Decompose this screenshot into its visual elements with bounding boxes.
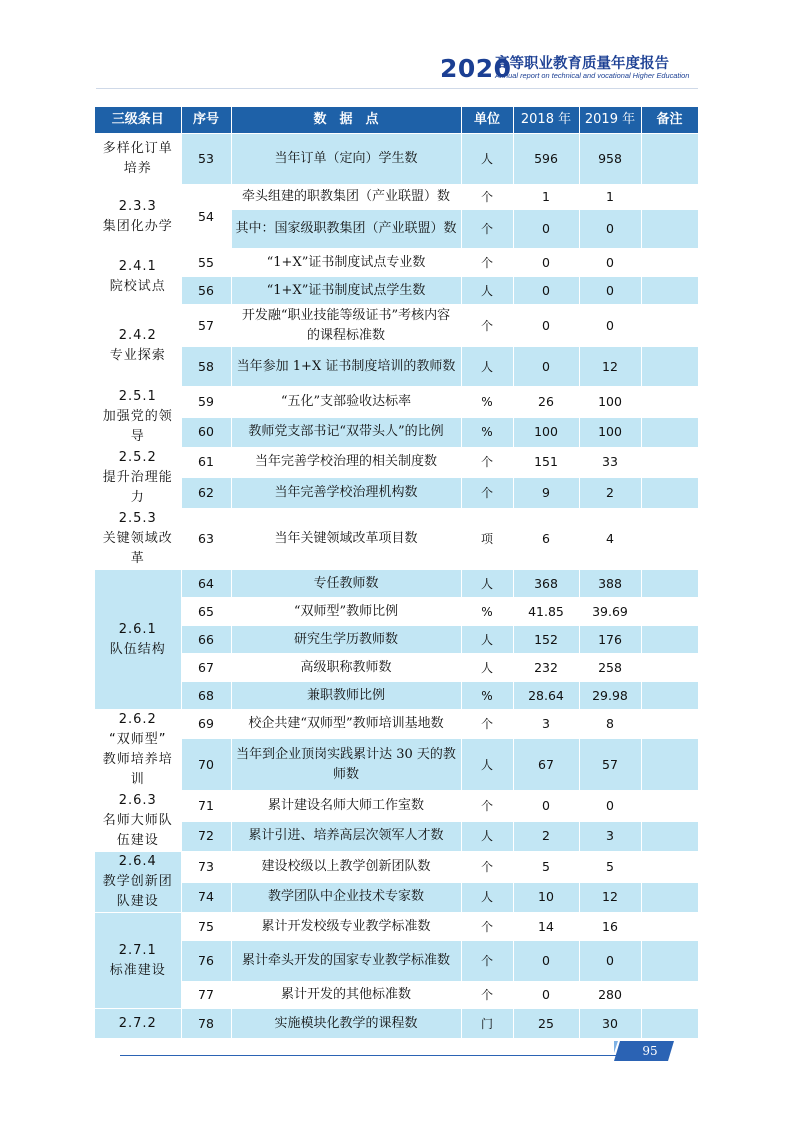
row-2019: 258: [579, 654, 641, 682]
row-2019: 280: [579, 982, 641, 1009]
row-item: “1+X”证书制度试点学生数: [231, 277, 461, 305]
row-unit: 个: [461, 852, 513, 883]
section-cell: [95, 448, 181, 509]
row-note: [641, 626, 698, 654]
row-2019: 100: [579, 387, 641, 418]
row-item: “双师型”教师比例: [231, 598, 461, 626]
row-unit: 个: [461, 791, 513, 822]
table-row: [95, 598, 698, 626]
section-name: 训: [130, 772, 145, 787]
report-title: 高等职业教育质量年度报告: [495, 56, 669, 72]
section-name: 加强党的领: [102, 409, 173, 424]
section-cell: [95, 185, 181, 249]
row-number: 59: [181, 387, 231, 418]
row-2019: 0: [579, 249, 641, 277]
row-note: [641, 821, 698, 852]
section-name: 标准建设: [109, 962, 166, 978]
row-note: [641, 852, 698, 883]
row-2019: 57: [579, 739, 641, 791]
row-2018: 0: [513, 982, 579, 1009]
row-note: [641, 913, 698, 941]
row-note: [641, 277, 698, 305]
row-2018: 232: [513, 654, 579, 682]
row-number: 78: [181, 1009, 231, 1039]
row-unit: %: [461, 387, 513, 418]
table-row: [95, 882, 698, 913]
row-2018: 3: [513, 710, 579, 739]
table-row: [95, 387, 698, 418]
section-cell: [95, 570, 181, 710]
row-number: 71: [181, 791, 231, 822]
row-note: [641, 185, 698, 210]
section-code: 2.6.3: [118, 793, 157, 808]
table-row: [95, 626, 698, 654]
header-data-point: 数 据 点: [231, 107, 461, 134]
section-name: 教学创新团: [102, 874, 173, 889]
table-row: [95, 249, 698, 277]
row-number: 60: [181, 417, 231, 448]
row-item: “五化”支部验收达标率: [231, 387, 461, 418]
section-name: 院校试点: [109, 278, 166, 294]
row-note: [641, 448, 698, 478]
table-row: [95, 305, 698, 347]
footer-rule: [120, 1055, 652, 1056]
table-header-row: [95, 107, 698, 134]
row-number: 66: [181, 626, 231, 654]
row-item: 兼职教师比例: [231, 682, 461, 710]
section-code: 2.7.1: [118, 942, 157, 958]
section-code: 2.5.3: [118, 511, 157, 526]
table-row: [95, 448, 698, 478]
row-2018: 100: [513, 417, 579, 448]
row-item: 当年参加 1+X 证书制度培训的教师数: [231, 347, 461, 387]
row-2019: 0: [579, 941, 641, 982]
row-2018: 0: [513, 277, 579, 305]
row-note: [641, 739, 698, 791]
report-header: [440, 52, 700, 84]
table-row: [95, 477, 698, 508]
section-name: 伍建设: [116, 833, 159, 848]
row-item: 研究生学历教师数: [231, 626, 461, 654]
table-row: [95, 1009, 698, 1039]
row-unit: %: [461, 682, 513, 710]
row-unit: 个: [461, 185, 513, 210]
row-2018: 152: [513, 626, 579, 654]
row-note: [641, 477, 698, 508]
row-unit: 人: [461, 277, 513, 305]
row-2019: 958: [579, 134, 641, 185]
row-number: 53: [181, 134, 231, 185]
row-item: “1+X”证书制度试点专业数: [231, 249, 461, 277]
row-note: [641, 982, 698, 1009]
row-unit: 个: [461, 710, 513, 739]
row-note: [641, 791, 698, 822]
row-number: 55: [181, 249, 231, 277]
row-2018: 25: [513, 1009, 579, 1039]
row-number: 74: [181, 882, 231, 913]
row-number: 64: [181, 570, 231, 598]
table-row: [95, 982, 698, 1009]
row-number: 75: [181, 913, 231, 941]
header-category: 三级条目: [95, 107, 181, 134]
row-item: 当年关键领域改革项目数: [231, 509, 461, 570]
section-code: 2.6.2: [118, 712, 157, 727]
section-cell: [95, 249, 181, 305]
row-item: 累计牵头开发的国家专业教学标准数: [231, 941, 461, 982]
data-table: [95, 107, 699, 1039]
row-2018: 26: [513, 387, 579, 418]
row-2019: 3: [579, 821, 641, 852]
header-number: 序号: [181, 107, 231, 134]
section-cell: [95, 305, 181, 387]
row-item: 校企共建“双师型”教师培训基地数: [231, 710, 461, 739]
row-2018: 14: [513, 913, 579, 941]
row-unit: 个: [461, 305, 513, 347]
row-2019: 12: [579, 347, 641, 387]
table-row: [95, 417, 698, 448]
table-row: [95, 509, 698, 570]
section-cell: [95, 710, 181, 791]
row-unit: 个: [461, 448, 513, 478]
row-note: [641, 570, 698, 598]
row-2018: 596: [513, 134, 579, 185]
section-code: 2.3.3: [118, 198, 157, 214]
row-2018: 0: [513, 210, 579, 249]
section-code: 2.6.1: [118, 621, 157, 637]
report-year: 2020: [440, 54, 512, 83]
row-unit: 人: [461, 654, 513, 682]
row-unit: 人: [461, 347, 513, 387]
section-name: 多样化订单: [102, 141, 173, 156]
page-number: 95: [642, 1044, 658, 1058]
row-note: [641, 417, 698, 448]
row-number: 61: [181, 448, 231, 478]
row-unit: 人: [461, 882, 513, 913]
row-number: 54: [181, 185, 231, 249]
row-2018: 151: [513, 448, 579, 478]
row-number: 77: [181, 982, 231, 1009]
row-note: [641, 347, 698, 387]
row-item: 专任教师数: [231, 570, 461, 598]
row-number: 65: [181, 598, 231, 626]
row-2019: 29.98: [579, 682, 641, 710]
row-2018: 67: [513, 739, 579, 791]
header-divider: [96, 88, 698, 89]
table-row: [95, 347, 698, 387]
row-number: 67: [181, 654, 231, 682]
row-note: [641, 249, 698, 277]
section-cell: [95, 387, 181, 448]
row-2018: 0: [513, 941, 579, 982]
table-row: [95, 654, 698, 682]
row-2019: 2: [579, 477, 641, 508]
row-number: 62: [181, 477, 231, 508]
row-2018: 0: [513, 305, 579, 347]
row-unit: 人: [461, 626, 513, 654]
row-unit: 个: [461, 477, 513, 508]
row-2019: 388: [579, 570, 641, 598]
row-2019: 4: [579, 509, 641, 570]
table-row: [95, 852, 698, 883]
section-name: 力: [130, 490, 145, 505]
row-2019: 0: [579, 210, 641, 249]
table-row: [95, 913, 698, 941]
section-name: “双师型”: [109, 732, 167, 747]
report-subtitle: Annual report on technical and vocational Higher Education: [495, 71, 690, 80]
row-note: [641, 882, 698, 913]
section-cell: [95, 852, 181, 913]
table-row: [95, 570, 698, 598]
table-row: [95, 941, 698, 982]
table-row: [95, 791, 698, 822]
header-2019: 2019 年: [579, 107, 641, 134]
row-2019: 0: [579, 791, 641, 822]
section-code: 2.6.4: [118, 854, 157, 869]
row-2018: 2: [513, 821, 579, 852]
row-number: 57: [181, 305, 231, 347]
section-name: 专业探索: [109, 347, 166, 363]
row-unit: 项: [461, 509, 513, 570]
section-name: 提升治理能: [102, 470, 173, 485]
row-2018: 28.64: [513, 682, 579, 710]
row-item: 高级职称教师数: [231, 654, 461, 682]
row-item: 累计开发校级专业教学标准数: [231, 913, 461, 941]
row-2018: 9: [513, 477, 579, 508]
row-note: [641, 305, 698, 347]
section-code: 2.5.1: [118, 389, 157, 404]
row-2018: 5: [513, 852, 579, 883]
row-note: [641, 710, 698, 739]
table-row: [95, 710, 698, 739]
table-row: [95, 185, 698, 210]
row-item: 累计引进、培养高层次领军人才数: [231, 821, 461, 852]
row-note: [641, 134, 698, 185]
section-cell: [95, 509, 181, 570]
row-unit: 人: [461, 739, 513, 791]
row-number: 72: [181, 821, 231, 852]
header-2018: 2018 年: [513, 107, 579, 134]
section-name: 革: [130, 551, 145, 566]
row-2019: 1: [579, 185, 641, 210]
row-2019: 8: [579, 710, 641, 739]
row-unit: 个: [461, 982, 513, 1009]
row-note: [641, 682, 698, 710]
row-number: 63: [181, 509, 231, 570]
row-item: 累计建设名师大师工作室数: [231, 791, 461, 822]
row-item: 当年完善学校治理的相关制度数: [231, 448, 461, 478]
row-unit: 个: [461, 941, 513, 982]
section-name: 队建设: [116, 894, 159, 909]
row-2019: 5: [579, 852, 641, 883]
section-name: 名师大师队: [102, 813, 173, 828]
section-cell: [95, 791, 181, 852]
row-number: 73: [181, 852, 231, 883]
row-2019: 0: [579, 305, 641, 347]
row-number: 69: [181, 710, 231, 739]
section-cell: [95, 134, 181, 185]
row-2018: 10: [513, 882, 579, 913]
row-number: 70: [181, 739, 231, 791]
header-unit: 单位: [461, 107, 513, 134]
table-row: [95, 277, 698, 305]
row-item: 其中：国家级职教集团（产业联盟）数: [231, 210, 461, 249]
table-row: [95, 134, 698, 185]
row-2019: 12: [579, 882, 641, 913]
row-item: 牵头组建的职教集团（产业联盟）数: [231, 185, 461, 210]
row-item: 教学团队中企业技术专家数: [231, 882, 461, 913]
row-item: 开发融“职业技能等级证书”考核内容的课程标准数: [231, 305, 461, 347]
row-note: [641, 941, 698, 982]
row-item: 累计开发的其他标准数: [231, 982, 461, 1009]
section-name: 教师培养培: [102, 752, 173, 767]
section-name: 关键领域改: [102, 531, 173, 546]
section-code: 2.5.2: [118, 450, 157, 465]
section-cell: [95, 913, 181, 1009]
row-unit: 人: [461, 134, 513, 185]
row-2019: 0: [579, 277, 641, 305]
section-name: 队伍结构: [109, 641, 166, 657]
row-unit: %: [461, 417, 513, 448]
section-code: 2.4.1: [118, 258, 157, 274]
row-number: 58: [181, 347, 231, 387]
row-unit: 门: [461, 1009, 513, 1039]
row-2019: 100: [579, 417, 641, 448]
row-2018: 0: [513, 347, 579, 387]
row-note: [641, 598, 698, 626]
row-2019: 30: [579, 1009, 641, 1039]
row-item: 当年完善学校治理机构数: [231, 477, 461, 508]
row-unit: 人: [461, 821, 513, 852]
section-name: 集团化办学: [102, 218, 173, 234]
row-note: [641, 509, 698, 570]
row-2019: 176: [579, 626, 641, 654]
row-unit: 个: [461, 913, 513, 941]
section-name: 导: [130, 429, 145, 444]
row-2018: 1: [513, 185, 579, 210]
row-item: 教师党支部书记“双带头人”的比例: [231, 417, 461, 448]
row-2019: 39.69: [579, 598, 641, 626]
section-code: 2.4.2: [118, 327, 157, 343]
row-unit: %: [461, 598, 513, 626]
row-note: [641, 1009, 698, 1039]
section-code: 2.7.2: [118, 1015, 157, 1031]
row-unit: 个: [461, 210, 513, 249]
row-2018: 6: [513, 509, 579, 570]
row-note: [641, 654, 698, 682]
row-item: 当年订单（定向）学生数: [231, 134, 461, 185]
row-item: 当年到企业顶岗实践累计达 30 天的教师数: [231, 739, 461, 791]
row-number: 68: [181, 682, 231, 710]
row-number: 76: [181, 941, 231, 982]
row-2019: 33: [579, 448, 641, 478]
table-row: [95, 739, 698, 791]
row-note: [641, 210, 698, 249]
row-note: [641, 387, 698, 418]
table-row: [95, 821, 698, 852]
row-2018: 0: [513, 249, 579, 277]
row-unit: 人: [461, 570, 513, 598]
row-2018: 368: [513, 570, 579, 598]
row-item: 实施模块化教学的课程数: [231, 1009, 461, 1039]
row-item: 建设校级以上教学创新团队数: [231, 852, 461, 883]
row-unit: 个: [461, 249, 513, 277]
row-number: 56: [181, 277, 231, 305]
section-name: 培养: [123, 161, 152, 176]
row-2019: 16: [579, 913, 641, 941]
row-2018: 0: [513, 791, 579, 822]
table-row: [95, 682, 698, 710]
header-note: 备注: [641, 107, 698, 134]
row-2018: 41.85: [513, 598, 579, 626]
section-cell: [95, 1009, 181, 1039]
